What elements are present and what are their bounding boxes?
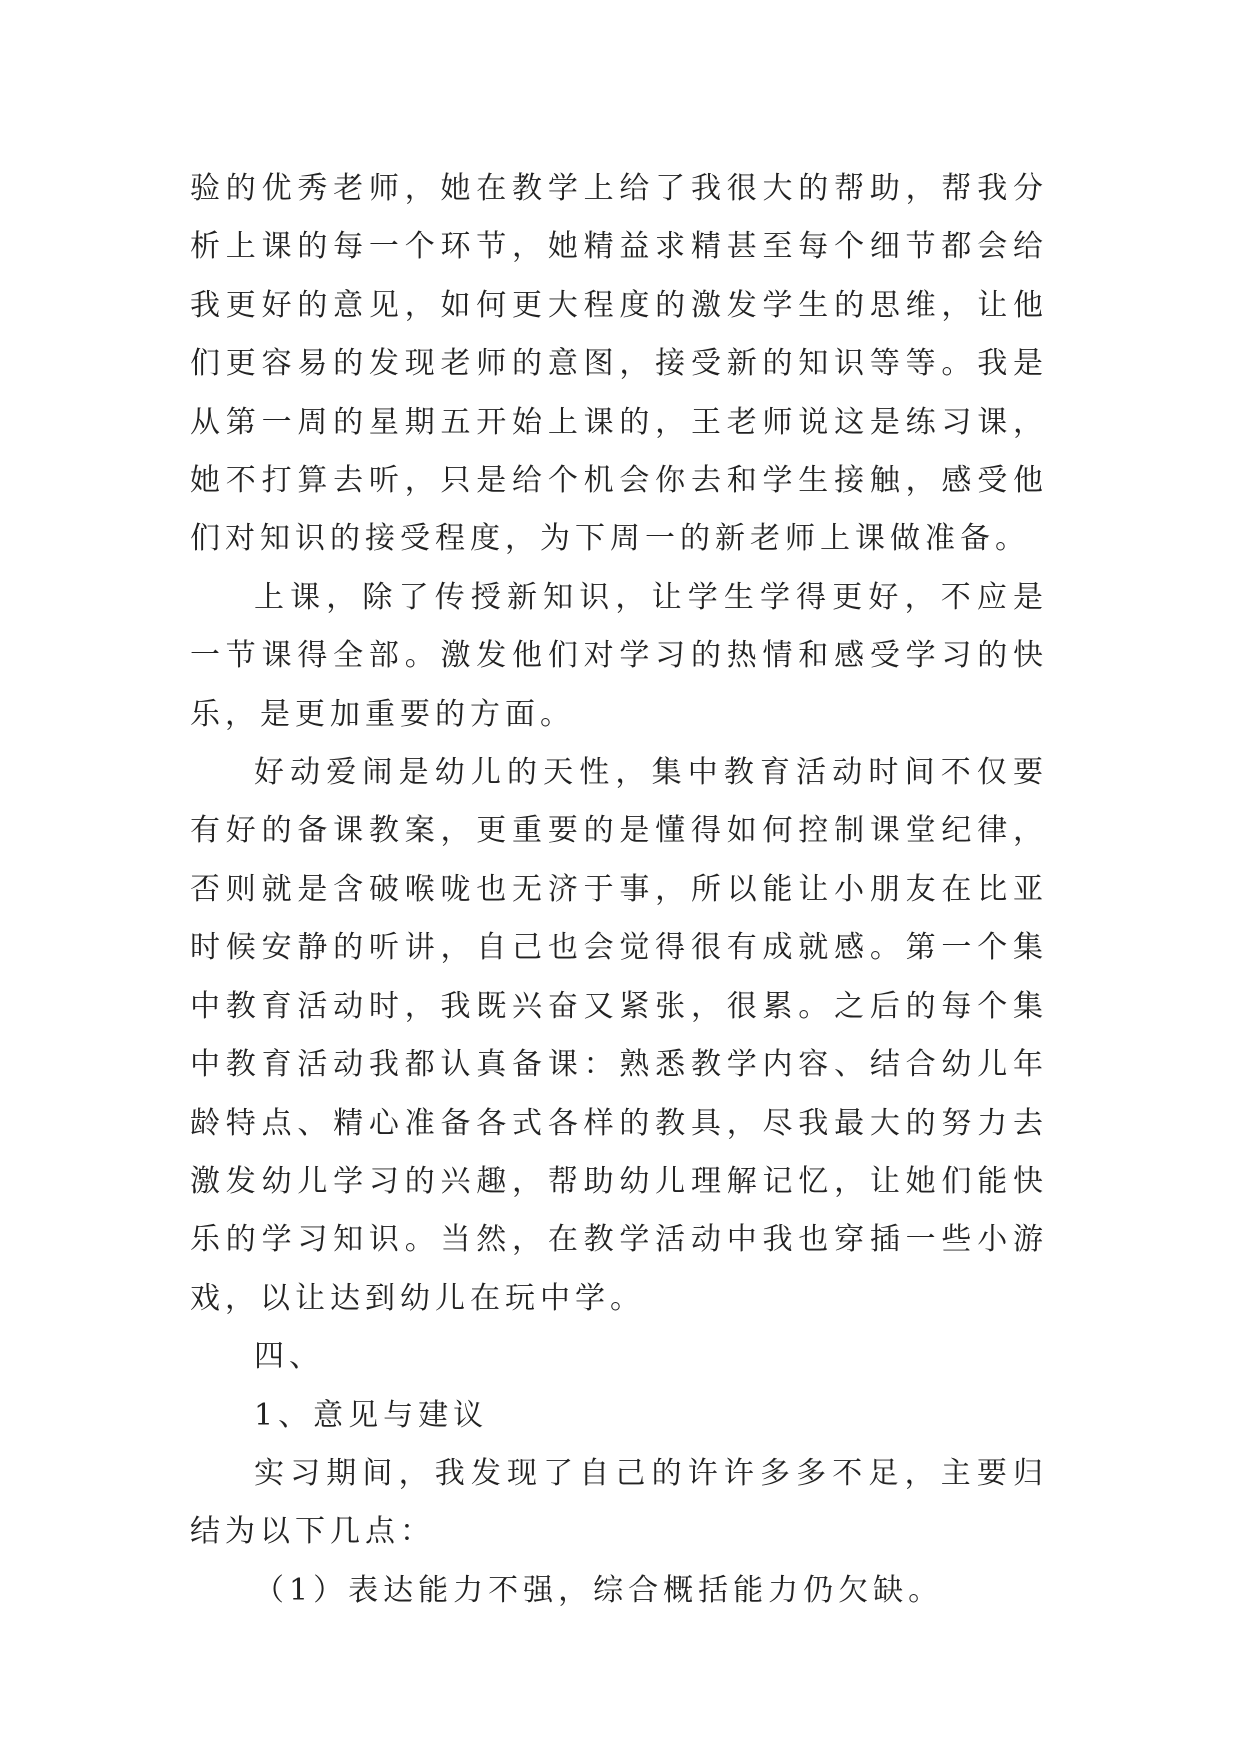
paragraph-continued: 验的优秀老师，她在教学上给了我很大的帮助，帮我分析上课的每一个环节，她精益求精甚至每个细节都会给我更好的意见，如何更大程度的激发学生的思维，让他们更容易的发现老师的意图，接受新的知识等等。我是从第一周的星期五开始上课的，王老师说这是练习课，她不打算去听，只是给个机会你去和学生接触，感受他们对知识的接受程度，为下周一的新老师上课做准备。: [190, 171, 1048, 557]
paragraph-shortcomings: 实习期间，我发现了自己的许许多多不足，主要归结为以下几点：: [190, 1455, 1048, 1550]
list-item-expression: （1）表达能力不强，综合概括能力仍欠缺。: [254, 1572, 944, 1608]
paragraph-classroom-discipline: 好动爱闹是幼儿的天性，集中教育活动时间不仅要有好的备课教案，更重要的是懂得如何控制课堂纪律，否则就是含破喉咙也无济于事，所以能让小朋友在比亚时候安静的听讲，自己也会觉得很有成就感。第一个集中教育活动时，我既兴奋又紧张，很累。之后的每个集中教育活动我都认真备课：熟悉教学内容、结合幼儿年龄特点、精心准备各式各样的教具，尽我最大的努力去激发幼儿学习的兴趣，帮助幼儿理解记忆，让她们能快乐的学习知识。当然，在教学活动中我也穿插一些小游戏，以让达到幼儿在玩中学。: [190, 755, 1048, 1316]
document-body: [190, 160, 1048, 1620]
paragraph-teaching: 上课，除了传授新知识，让学生学得更好，不应是一节课得全部。激发他们对学习的热情和感受学习的快乐，是更加重要的方面。: [190, 579, 1048, 732]
subheading-suggestions: 1、意见与建议: [254, 1397, 489, 1433]
section-heading-four: 四、: [254, 1339, 324, 1375]
